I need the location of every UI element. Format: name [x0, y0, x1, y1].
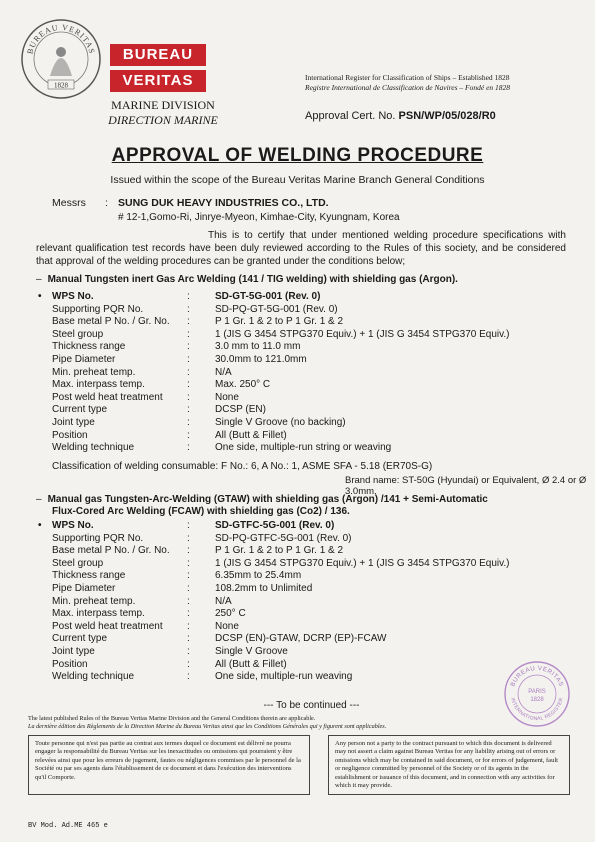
- spec-row: [52, 329, 572, 341]
- spec-colon: :: [187, 646, 190, 657]
- spec-colon: :: [187, 557, 190, 569]
- spec-row: [52, 533, 572, 545]
- spec-label: Position: [52, 429, 88, 441]
- intro-paragraph: [36, 229, 566, 268]
- page-title: APPROVAL OF WELDING PROCEDURE: [111, 145, 484, 166]
- intro-text: This is to certify that under mentioned welding procedure specifications with relevant qualification test records have been duly reviewed according to the Rules of this society, and be considered that approval of the welding procedures can be granted under the conditions below;: [36, 230, 566, 267]
- spec-row: [52, 379, 572, 391]
- spec-colon: :: [187, 354, 190, 365]
- spec-row: [52, 316, 572, 328]
- spec-row: [52, 341, 572, 353]
- spec-row: [52, 304, 572, 316]
- spec-value: One side, multiple-run weaving: [215, 671, 353, 683]
- spec-value: N/A: [215, 595, 232, 607]
- spec-value: SD-GT-5G-001 (Rev. 0): [215, 291, 321, 302]
- cert-number-value: PSN/WP/05/028/R0: [398, 110, 496, 122]
- stamp-center-1: PARIS: [528, 689, 546, 695]
- spec-value: DCSP (EN)-GTAW, DCRP (EP)-FCAW: [215, 633, 387, 645]
- spec-label: Supporting PQR No.: [52, 532, 144, 544]
- spec-value: 3.0 mm to 11.0 mm: [215, 341, 301, 353]
- spec-colon: :: [187, 620, 190, 632]
- company-name: SUNG DUK HEAVY INDUSTRIES CO., LTD.: [118, 197, 329, 209]
- spec-value: P 1 Gr. 1 & 2 to P 1 Gr. 1 & 2: [215, 545, 344, 557]
- section1-heading: [36, 274, 458, 285]
- spec-row: [52, 608, 572, 620]
- stamp-center-2: 1828: [530, 697, 544, 703]
- spec-colon: :: [187, 366, 190, 378]
- register-english: International Register for Classification of Ships – Established 1828: [305, 73, 510, 82]
- spec-row: [52, 367, 572, 379]
- company-address: # 12-1,Gomo-Ri, Jinrye-Myeon, Kimhae-City, Kyungnam, Korea: [118, 212, 400, 223]
- spec-value: 108.2mm to Unlimited: [215, 583, 313, 594]
- approval-cert-number: [305, 110, 496, 122]
- spec-label: Max. interpass temp.: [52, 379, 145, 391]
- spec-row: [52, 633, 572, 645]
- to-be-continued: --- To be continued ---: [263, 700, 360, 711]
- spec-colon: :: [187, 570, 190, 582]
- seal-ring-text: BUREAU VERITAS: [25, 22, 97, 56]
- direction-marine: DIRECTION MARINE: [108, 113, 218, 127]
- spec-value: Single V Groove (no backing): [215, 417, 346, 428]
- spec-label: Current type: [52, 633, 108, 645]
- spec-value: 6.35mm to 25.4mm: [215, 570, 302, 582]
- spec-colon: :: [187, 671, 190, 683]
- spec-value: All (Butt & Fillet): [215, 658, 287, 670]
- spec-colon: :: [187, 391, 190, 403]
- spec-colon: :: [187, 429, 190, 441]
- spec-label: Supporting PQR No.: [52, 303, 144, 315]
- spec-label: Min. preheat temp.: [52, 595, 136, 607]
- section1-dash: –: [36, 274, 42, 285]
- spec-label: Min. preheat temp.: [52, 366, 136, 378]
- spec-value: Max. 250° C: [215, 379, 271, 391]
- spec-colon: :: [187, 417, 190, 428]
- seal-year: 1828: [54, 81, 68, 90]
- marine-division: MARINE DIVISION: [111, 98, 215, 112]
- spec-colon: :: [187, 633, 190, 645]
- spec-value: 30.0mm to 121.0mm: [215, 354, 307, 365]
- spec-label: WPS No.: [52, 520, 94, 531]
- bureau-veritas-stamp: [503, 660, 571, 728]
- cert-label: Approval Cert. No.: [305, 110, 396, 122]
- brand-line-1: BUREAU: [110, 44, 206, 66]
- spec-value: 250° C: [215, 608, 246, 620]
- spec-label: WPS No.: [52, 291, 94, 302]
- spec-label: Welding technique: [52, 671, 135, 683]
- spec-colon: :: [187, 341, 190, 353]
- spec-label: Joint type: [52, 646, 95, 657]
- section2-heading-line2: Flux-Cored Arc Welding (FCAW) with shielding gas (Co2) / 136.: [52, 506, 350, 517]
- spec-value: N/A: [215, 366, 232, 378]
- spec-row: [52, 596, 572, 608]
- spec-value: Single V Groove: [215, 646, 288, 657]
- spec-colon: :: [187, 379, 190, 391]
- spec-value: None: [215, 620, 239, 632]
- spec-label: Thickness range: [52, 570, 126, 582]
- spec-row: [52, 659, 572, 671]
- spec-label: Base metal P No. / Gr. No.: [52, 545, 170, 557]
- spec-label: Post weld heat treatment: [52, 620, 163, 632]
- spec-label: Pipe Diameter: [52, 583, 116, 594]
- consumable-classification: Classification of welding consumable: F No.: 6, A No.: 1, ASME SFA - 5.18 (ER70S-G): [52, 461, 433, 472]
- spec-row: [52, 392, 572, 404]
- section2-heading: [36, 494, 488, 518]
- spec-colon: :: [187, 520, 190, 531]
- brand-logo-box: [110, 44, 206, 94]
- spec-value: DCSP (EN): [215, 404, 266, 416]
- spec-row: [52, 430, 572, 442]
- spec-label: Post weld heat treatment: [52, 391, 163, 403]
- page-subtitle: Issued within the scope of the Bureau Veritas Marine Branch General Conditions: [110, 174, 485, 186]
- spec-row: [52, 354, 572, 366]
- spec-row: [52, 545, 572, 557]
- disclaimer-french: Toute personne qui n'est pas partie au contrat aux termes duquel ce document est délivré ne pourra engager la responsabilité du Bureau Veritas sur les inexactitudes ou omissions qui pourraient y être relevées ainsi que pour les erreurs de jugement, fautes ou négligences commises par le personnel de la Société ou par ses agents dans l'établissement de ce document et dans l'exécution des interventions qu'il Comporte.: [28, 735, 310, 795]
- bullet: •: [38, 520, 42, 531]
- disclaimer-english: Any person not a party to the contract pursuant to which this document is delivered may not assert a claim against Bureau Veritas for any liability arising out of errors or omissions which may be contained in said document, or for errors of judgement, fault or negligence committed by personnel of the Society or of its agents in the establishment or issuance of this document, and in connection with any activities for which it may provide.: [328, 735, 570, 795]
- spec-colon: :: [187, 583, 190, 594]
- spec-colon: :: [187, 291, 190, 302]
- wps-row: [38, 520, 572, 532]
- spec-colon: :: [187, 328, 190, 340]
- bureau-veritas-seal-logo: [20, 18, 102, 100]
- spec-colon: :: [187, 404, 190, 416]
- messrs-label: Messrs: [52, 197, 86, 209]
- spec-label: Max. interpass temp.: [52, 608, 145, 620]
- register-french: Registre International de Classification de Navires – Fondé en 1828: [305, 83, 511, 92]
- consumable-brand: Brand name: ST-50G (Hyundai) or Equivalent, Ø 2.4 or Ø 3.0mm.: [345, 475, 587, 497]
- spec-label: Welding technique: [52, 442, 135, 454]
- spec-label: Pipe Diameter: [52, 354, 116, 365]
- spec-row: [52, 621, 572, 633]
- spec-row: [52, 558, 572, 570]
- spec-value: SD-PQ-GT-5G-001 (Rev. 0): [215, 303, 338, 315]
- form-code: BV Mod. Ad.ME 465 e: [28, 822, 108, 830]
- spec-label: Position: [52, 658, 88, 670]
- bullet: •: [38, 291, 42, 302]
- spec-colon: :: [187, 303, 190, 315]
- footnote-english: The latest published Rules of the Bureau Veritas Marine Division and the General Conditions therein are applicable.: [28, 715, 316, 722]
- spec-label: Steel group: [52, 328, 104, 340]
- spec-value: None: [215, 391, 239, 403]
- spec-label: Steel group: [52, 557, 104, 569]
- spec-value: 1 (JIS G 3454 STPG370 Equiv.) + 1 (JIS G 3454 STPG370 Equiv.): [215, 557, 510, 569]
- spec-colon: :: [187, 608, 190, 620]
- brand-line-2: VERITAS: [110, 70, 206, 92]
- footnote-french: La dernière édition des Règlements de la Direction Marine du Bureau Veritas ainsi que les Conditions Générales qui y figurent sont applicables.: [28, 723, 387, 730]
- spec-row: [52, 442, 572, 454]
- spec-value: SD-PQ-GTFC-5G-001 (Rev. 0): [215, 532, 352, 544]
- spec-row: [52, 583, 572, 595]
- spec-value: All (Butt & Fillet): [215, 429, 287, 441]
- spec-label: Thickness range: [52, 341, 126, 353]
- spec-row: [52, 671, 572, 683]
- spec-row: [52, 646, 572, 658]
- spec-colon: :: [187, 442, 190, 454]
- wps-row: [38, 291, 572, 303]
- spec-colon: :: [187, 532, 190, 544]
- spec-row: [52, 404, 572, 416]
- spec-label: Joint type: [52, 417, 95, 428]
- spec-label: Current type: [52, 404, 108, 416]
- spec-row: [52, 417, 572, 429]
- section2-heading-line1: Manual gas Tungsten-Arc-Welding (GTAW) with shielding gas (Argon) /141 + Semi-Automatic: [47, 494, 488, 505]
- spec-value: One side, multiple-run string or weaving: [215, 442, 392, 454]
- stamp-ring-bottom: INTERNATIONAL REGISTER: [509, 696, 565, 723]
- spec-colon: :: [187, 595, 190, 607]
- spec-value: SD-GTFC-5G-001 (Rev. 0): [215, 520, 335, 531]
- section1-heading-text: Manual Tungsten inert Gas Arc Welding (141 / TIG welding) with shielding gas (Argon).: [47, 274, 458, 285]
- spec-value: P 1 Gr. 1 & 2 to P 1 Gr. 1 & 2: [215, 316, 344, 328]
- spec-colon: :: [187, 545, 190, 557]
- spec-value: 1 (JIS G 3454 STPG370 Equiv.) + 1 (JIS G 3454 STPG370 Equiv.): [215, 328, 510, 340]
- section2-dash: –: [36, 494, 42, 505]
- spec-colon: :: [187, 316, 190, 328]
- spec-label: Base metal P No. / Gr. No.: [52, 316, 170, 328]
- messrs-colon: :: [105, 197, 108, 209]
- spec-colon: :: [187, 658, 190, 670]
- stamp-ring-top: BUREAU VERITAS: [509, 664, 565, 688]
- spec-row: [52, 570, 572, 582]
